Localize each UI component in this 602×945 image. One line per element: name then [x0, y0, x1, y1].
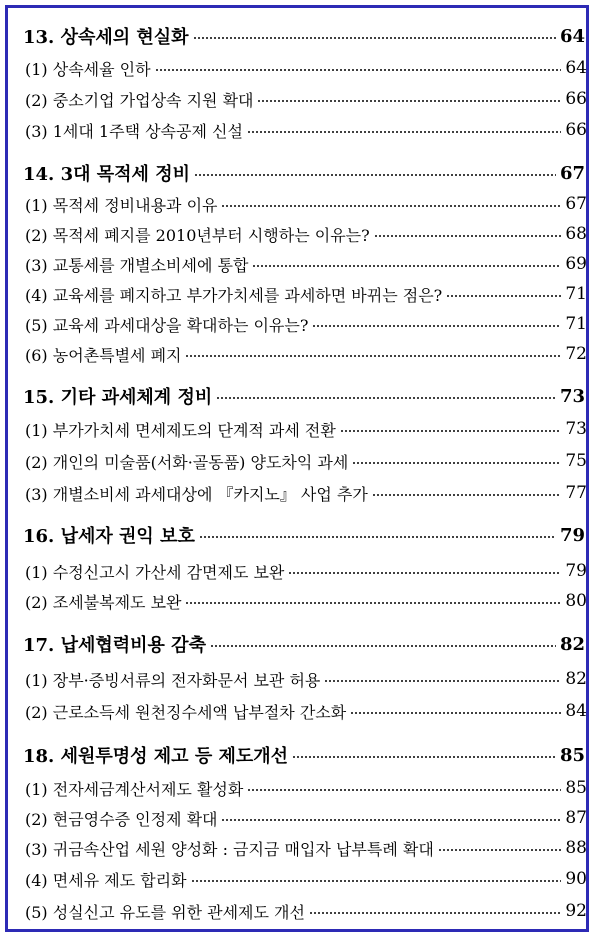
dot-leader [193, 37, 556, 39]
dot-leader [247, 131, 561, 133]
page-number: 87 [565, 808, 587, 828]
toc-item [23, 190, 587, 218]
page-number: 82 [565, 669, 587, 689]
page-number: 88 [565, 838, 587, 858]
section-heading [23, 521, 585, 549]
page-number: 80 [565, 591, 587, 611]
page-number: 72 [565, 344, 587, 364]
toc-item [23, 587, 587, 615]
section-title: 17. 납세협력비용 감축 [23, 635, 206, 656]
section-heading [23, 22, 585, 50]
section-heading [23, 630, 585, 658]
page-number: 84 [565, 701, 587, 721]
item-label: (3) 귀금속산업 세원 양성화 : 금지금 매입자 납부특례 확대 [25, 839, 434, 859]
section-title: 18. 세원투명성 제고 등 제도개선 [23, 746, 289, 767]
dot-leader [210, 645, 556, 647]
dot-leader [340, 430, 562, 432]
item-label: (4) 면세유 제도 합리화 [25, 870, 187, 890]
toc-item [23, 280, 587, 308]
section-title: 16. 납세자 권익 보호 [23, 526, 195, 547]
dot-leader [185, 355, 561, 357]
toc-item [23, 804, 587, 832]
item-label: (2) 목적세 폐지를 2010년부터 시행하는 이유는? [25, 225, 370, 245]
item-label: (2) 현금영수증 인정제 확대 [25, 809, 218, 829]
toc-item [23, 774, 587, 802]
section-title: 14. 3대 목적세 정비 [23, 164, 190, 185]
page-number: 79 [565, 561, 587, 581]
dot-leader [155, 69, 562, 71]
toc-item [23, 447, 587, 475]
item-label: (3) 개별소비세 과세대상에 『카지노』 사업 추가 [25, 484, 368, 504]
section-heading [23, 382, 585, 410]
toc-item [23, 250, 587, 278]
item-label: (1) 전자세금계산서제도 활성화 [25, 779, 244, 799]
page-number: 66 [565, 89, 587, 109]
page-number: 85 [559, 744, 585, 766]
dot-leader [191, 880, 562, 882]
section-heading [23, 159, 585, 187]
page-number: 67 [565, 194, 587, 214]
item-label: (5) 성실신고 유도를 위한 관세제도 개선 [25, 902, 305, 922]
dot-leader [221, 205, 561, 207]
dot-leader [216, 397, 556, 399]
dot-leader [309, 912, 561, 914]
page-number: 82 [559, 633, 585, 655]
page-number: 66 [565, 120, 587, 140]
page-number: 67 [559, 162, 585, 184]
dot-leader [350, 712, 561, 714]
dot-leader [372, 494, 562, 496]
page-number: 77 [565, 483, 587, 503]
dot-leader [446, 295, 561, 297]
item-label: (2) 중소기업 가업상속 지원 확대 [25, 90, 254, 110]
dot-leader [352, 462, 561, 464]
toc-item [23, 85, 587, 113]
page-number: 79 [559, 524, 585, 546]
toc-item [23, 697, 587, 725]
item-label: (2) 조세불복제도 보완 [25, 592, 182, 612]
page-number: 64 [565, 58, 587, 78]
item-label: (3) 교통세를 개별소비세에 통합 [25, 255, 249, 275]
dot-leader [324, 680, 561, 682]
dot-leader [194, 174, 556, 176]
dot-leader [247, 789, 561, 791]
toc-item [23, 865, 587, 893]
page-number: 90 [565, 869, 587, 889]
page-number: 73 [565, 419, 587, 439]
toc-item [23, 310, 587, 338]
item-label: (2) 근로소득세 원천징수세액 납부절차 간소화 [25, 702, 347, 722]
dot-leader [312, 325, 561, 327]
section-title: 13. 상속세의 현실화 [23, 27, 189, 48]
toc-item [23, 897, 587, 925]
item-label: (4) 교육세를 폐지하고 부가가치세를 과세하면 바뀌는 점은? [25, 285, 443, 305]
item-label: (3) 1세대 1주택 상속공제 신설 [25, 121, 243, 141]
toc-item [23, 54, 587, 82]
table-of-contents [8, 8, 586, 929]
page-number: 92 [565, 901, 587, 921]
page-number: 68 [565, 224, 587, 244]
dot-leader [185, 602, 561, 604]
page-number: 71 [565, 284, 587, 304]
toc-item [23, 116, 587, 144]
dot-leader [221, 819, 561, 821]
item-label: (1) 상속세율 인하 [25, 59, 151, 79]
dot-leader [257, 100, 561, 102]
item-label: (1) 수정신고시 가산세 감면제도 보완 [25, 562, 285, 582]
item-label: (1) 목적세 정비내용과 이유 [25, 195, 218, 215]
section-title: 15. 기타 과세체계 정비 [23, 387, 213, 408]
page-number: 75 [565, 451, 587, 471]
toc-item [23, 665, 587, 693]
toc-item [23, 834, 587, 862]
dot-leader [438, 849, 562, 851]
dot-leader [252, 265, 561, 267]
page-number: 85 [565, 778, 587, 798]
dot-leader [292, 756, 556, 758]
item-label: (1) 장부·증빙서류의 전자화문서 보관 허용 [25, 670, 321, 690]
toc-item [23, 557, 587, 585]
toc-item [23, 479, 587, 507]
item-label: (1) 부가가치세 면세제도의 단계적 과세 전환 [25, 420, 336, 440]
toc-item [23, 340, 587, 368]
toc-item [23, 415, 587, 443]
item-label: (6) 농어촌특별세 폐지 [25, 345, 182, 365]
page-number: 69 [565, 254, 587, 274]
dot-leader [288, 572, 561, 574]
toc-frame [5, 5, 589, 932]
dot-leader [374, 235, 562, 237]
dot-leader [199, 536, 556, 538]
toc-item [23, 220, 587, 248]
item-label: (5) 교육세 과세대상을 확대하는 이유는? [25, 315, 309, 335]
page-number: 73 [559, 385, 585, 407]
page-number: 71 [565, 314, 587, 334]
item-label: (2) 개인의 미술품(서화·골동품) 양도차익 과세 [25, 452, 349, 472]
section-heading [23, 741, 585, 769]
page-number: 64 [559, 25, 585, 47]
